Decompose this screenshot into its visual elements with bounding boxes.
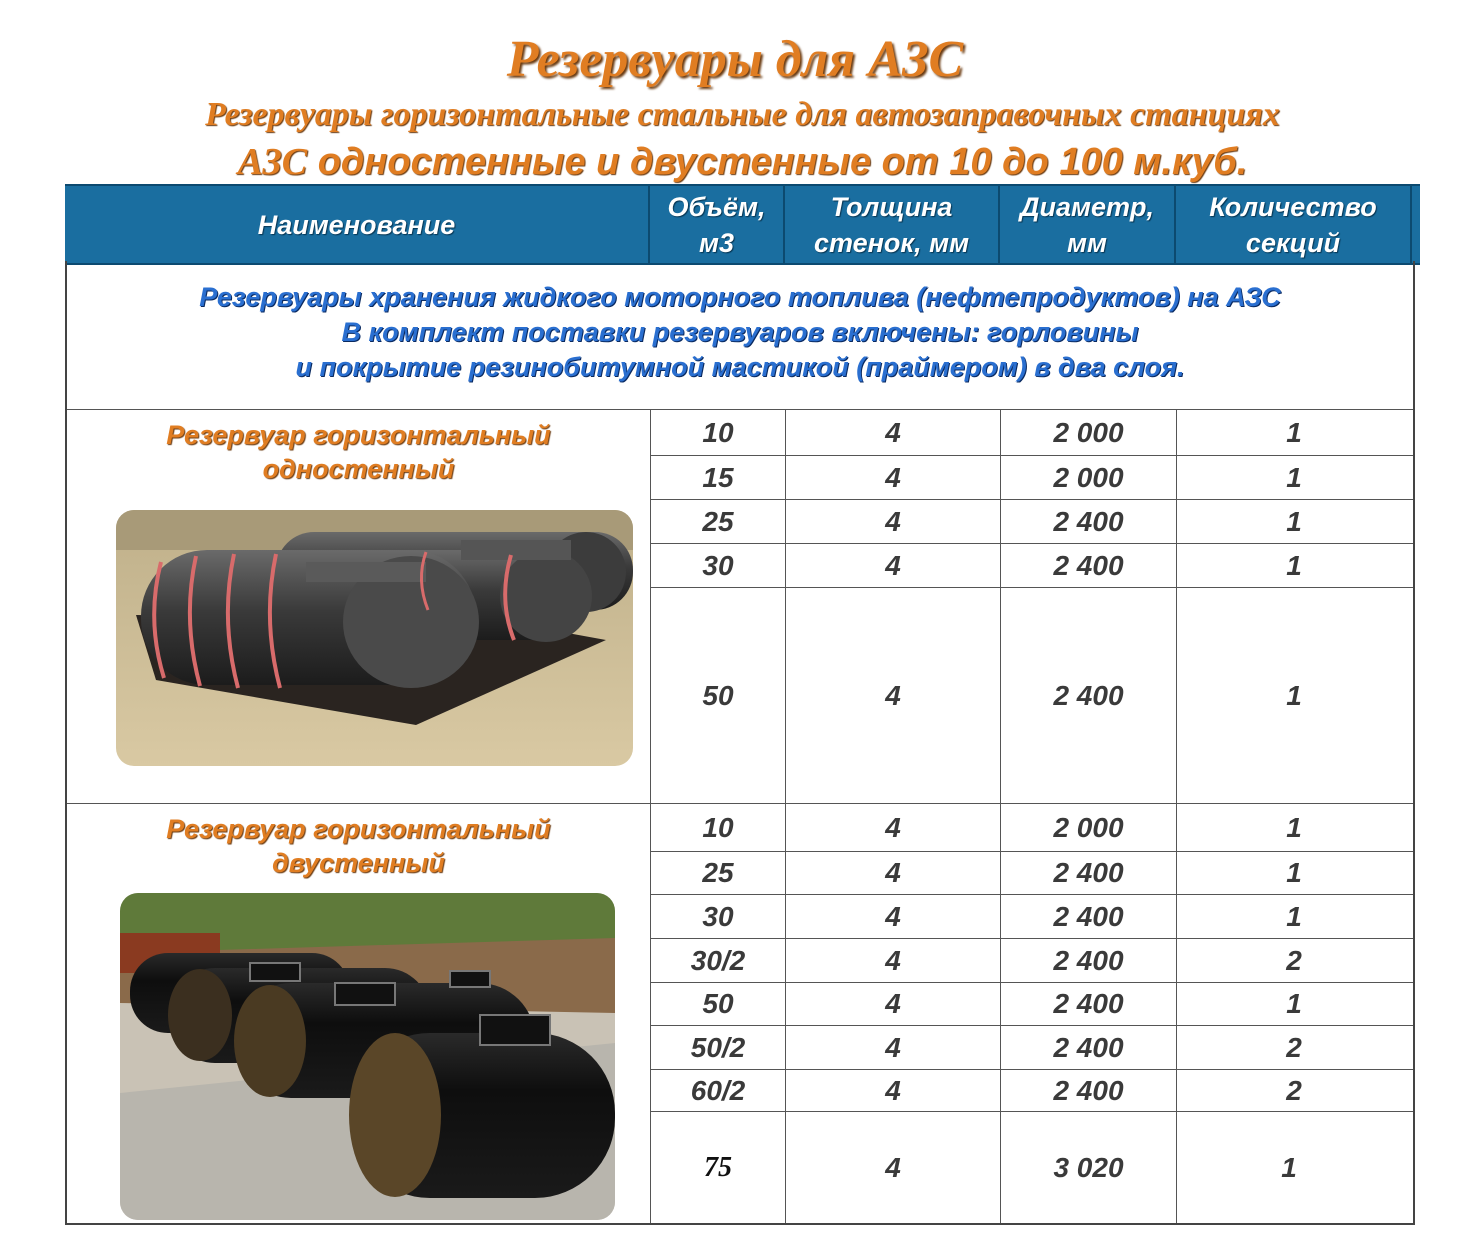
header-thickness: Толщина стенок, мм [813,191,970,258]
double-wall-tank-photo [120,893,615,1220]
cell-thickness: 4 [885,857,901,888]
cell-thickness: 4 [885,417,901,448]
cell-volume: 30 [702,900,734,932]
page-subtitle-line1: Резервуары горизонтальные стальные для автозаправочных станциях [205,96,1280,133]
cell-diameter: 2 000 [1053,417,1124,448]
cell-volume: 25 [702,857,734,888]
cell-thickness: 4 [885,944,901,976]
cell-sections: 1 [1286,417,1302,448]
info-line1: Резервуары хранения жидкого моторного топлива (нефтепродуктов) на АЗС [199,282,1281,312]
cell-thickness: 4 [885,900,901,932]
cell-diameter: 2 000 [1053,461,1124,493]
row-divider [67,409,1413,410]
cell-sections: 1 [1286,857,1302,888]
cell-diameter: 2 400 [1053,505,1124,537]
cell-volume: 50/2 [690,1031,746,1063]
cell-sections: 1 [1286,461,1302,493]
row-divider [67,803,1413,804]
cell-thickness: 4 [885,1031,901,1063]
cell-diameter: 2 400 [1053,900,1124,932]
cell-thickness: 4 [885,1074,901,1106]
cell-diameter: 3 020 [1053,1151,1124,1183]
cell-diameter: 2 400 [1053,549,1124,581]
cell-diameter: 2 400 [1053,1031,1124,1063]
subtitle-prefix: АЗС [237,141,308,183]
cell-thickness: 4 [885,811,901,843]
page-subtitle-line2 [0,140,1470,184]
cell-volume: 30/2 [690,944,746,976]
cell-volume: 60/2 [690,1074,746,1106]
info-line2: В комплект поставки резервуаров включены: горловины [341,317,1139,347]
header-divider [1410,186,1412,263]
cell-diameter: 2 400 [1053,679,1124,711]
cell-thickness: 4 [885,988,901,1019]
cell-diameter: 2 400 [1053,857,1124,888]
cell-sections: 1 [1286,811,1302,843]
cell-sections: 1 [1286,988,1302,1019]
cell-sections: 2 [1286,944,1302,976]
single-wall-name: Резервуар горизонтальный одностенный [166,420,551,484]
cell-diameter: 2 400 [1053,944,1124,976]
cell-sections: 1 [1286,679,1302,711]
cell-thickness: 4 [885,549,901,581]
cell-diameter: 2 400 [1053,988,1124,1019]
info-block [67,280,1413,385]
cell-diameter: 2 000 [1053,811,1124,843]
cell-thickness: 4 [885,1151,901,1183]
header-diameter: Диаметр, мм [1020,191,1154,258]
cell-volume: 75 [704,1151,732,1183]
double-wall-name: Резервуар горизонтальный двустенный [166,814,551,878]
cell-sections: 1 [1286,900,1302,932]
cell-sections: 2 [1286,1031,1302,1063]
cell-thickness: 4 [885,461,901,493]
header-volume: Объём, м3 [667,191,766,258]
table-header [65,184,1420,265]
cell-sections: 1 [1286,505,1302,537]
cell-sections: 2 [1286,1074,1302,1106]
cell-volume: 15 [702,461,734,493]
cell-volume: 50 [702,988,734,1019]
cell-diameter: 2 400 [1053,1074,1124,1106]
cell-thickness: 4 [885,505,901,537]
cell-volume: 30 [702,549,734,581]
cell-volume: 10 [702,417,734,448]
cell-volume: 25 [702,505,734,537]
cell-thickness: 4 [885,679,901,711]
page-title: Резервуары для АЗС [506,31,964,88]
info-line3: и покрытие резинобитумной мастикой (праймером) в два слоя. [295,352,1185,382]
subtitle-rest: одностенные и двустенные от 10 до 100 м.куб. [307,141,1248,183]
cell-sections: 1 [1286,549,1302,581]
header-name: Наименование [257,209,456,240]
header-sections: Количество секций [1209,191,1377,258]
cell-volume: 10 [702,811,734,843]
cell-volume: 50 [702,679,734,711]
cell-sections: 1 [1281,1151,1297,1183]
single-wall-tank-photo [116,510,633,766]
